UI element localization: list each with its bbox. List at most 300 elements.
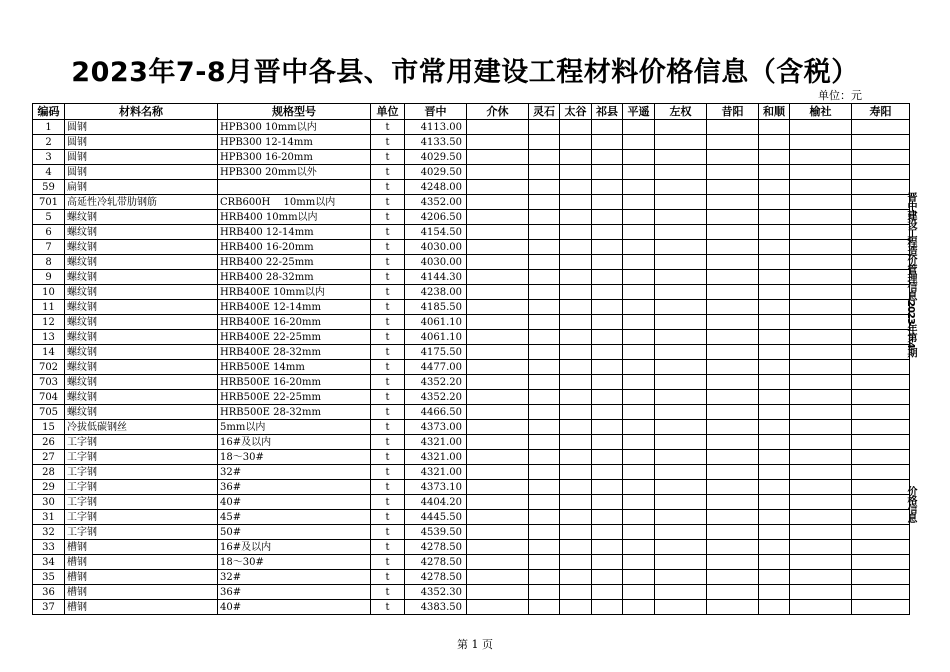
cell-unit: t (371, 135, 405, 150)
cell-price-qixian (592, 240, 623, 255)
cell-price-pingyao (623, 450, 655, 465)
cell-price-heshun (759, 270, 790, 285)
cell-spec: 40# (218, 495, 371, 510)
cell-code: 6 (33, 225, 65, 240)
cell-price-shouyang (852, 165, 910, 180)
cell-material-name: 槽钢 (65, 600, 218, 615)
cell-price-jinzhong: 4206.50 (405, 210, 467, 225)
cell-price-pingyao (623, 210, 655, 225)
cell-spec: CRB600H 10mm以内 (218, 195, 371, 210)
side-mark-price-info: 价格信息 (905, 486, 916, 522)
cell-spec: 16#及以内 (218, 435, 371, 450)
cell-price-zuoquan (655, 255, 707, 270)
cell-price-taigu (560, 360, 592, 375)
cell-code: 704 (33, 390, 65, 405)
cell-price-xiyang (707, 255, 759, 270)
header-xiyang: 昔阳 (707, 104, 759, 120)
cell-unit: t (371, 570, 405, 585)
cell-material-name: 螺纹钢 (65, 315, 218, 330)
cell-price-zuoquan (655, 240, 707, 255)
cell-price-qixian (592, 360, 623, 375)
cell-price-yushe (790, 195, 852, 210)
table-row (33, 600, 910, 615)
cell-material-name: 工字钢 (65, 435, 218, 450)
cell-price-jinzhong: 4238.00 (405, 285, 467, 300)
cell-price-zuoquan (655, 120, 707, 135)
cell-price-yushe (790, 255, 852, 270)
cell-price-qixian (592, 555, 623, 570)
table-row (33, 120, 910, 135)
cell-price-jinzhong: 4113.00 (405, 120, 467, 135)
cell-price-jinzhong: 4321.00 (405, 435, 467, 450)
cell-price-jinzhong: 4466.50 (405, 405, 467, 420)
cell-price-heshun (759, 330, 790, 345)
cell-price-qixian (592, 585, 623, 600)
cell-code: 7 (33, 240, 65, 255)
table-header-row (33, 104, 910, 120)
cell-material-name: 螺纹钢 (65, 375, 218, 390)
cell-price-jiexiu (467, 375, 529, 390)
cell-price-jiexiu (467, 150, 529, 165)
cell-price-lingshi (529, 450, 560, 465)
cell-price-qixian (592, 375, 623, 390)
cell-price-jinzhong: 4278.50 (405, 540, 467, 555)
cell-price-jinzhong: 4404.20 (405, 495, 467, 510)
unit-note: 单位：元 (818, 89, 862, 102)
cell-price-shouyang (852, 465, 910, 480)
table-row (33, 225, 910, 240)
cell-material-name: 圆钢 (65, 120, 218, 135)
cell-price-xiyang (707, 360, 759, 375)
cell-code: 4 (33, 165, 65, 180)
table-row (33, 420, 910, 435)
table-row (33, 345, 910, 360)
cell-unit: t (371, 555, 405, 570)
cell-code: 35 (33, 570, 65, 585)
cell-price-taigu (560, 270, 592, 285)
cell-price-pingyao (623, 225, 655, 240)
cell-price-shouyang (852, 450, 910, 465)
cell-price-shouyang (852, 180, 910, 195)
cell-price-zuoquan (655, 405, 707, 420)
table-row (33, 585, 910, 600)
cell-unit: t (371, 120, 405, 135)
cell-spec: HRB500E 22-25mm (218, 390, 371, 405)
cell-price-xiyang (707, 210, 759, 225)
page-number: 第 1 页 (457, 638, 493, 651)
cell-price-jiexiu (467, 285, 529, 300)
cell-unit: t (371, 195, 405, 210)
cell-price-jiexiu (467, 180, 529, 195)
cell-price-qixian (592, 195, 623, 210)
cell-price-taigu (560, 150, 592, 165)
cell-price-jinzhong: 4278.50 (405, 570, 467, 585)
cell-spec: HRB500E 16-20mm (218, 375, 371, 390)
cell-material-name: 槽钢 (65, 570, 218, 585)
cell-price-lingshi (529, 375, 560, 390)
cell-material-name: 螺纹钢 (65, 390, 218, 405)
cell-price-jiexiu (467, 165, 529, 180)
cell-price-pingyao (623, 510, 655, 525)
cell-price-heshun (759, 135, 790, 150)
table-row (33, 195, 910, 210)
table-row (33, 555, 910, 570)
cell-price-jiexiu (467, 480, 529, 495)
cell-price-heshun (759, 555, 790, 570)
cell-price-lingshi (529, 120, 560, 135)
cell-price-qixian (592, 435, 623, 450)
cell-spec: HRB400E 12-14mm (218, 300, 371, 315)
cell-price-yushe (790, 540, 852, 555)
cell-material-name: 工字钢 (65, 525, 218, 540)
cell-spec: 32# (218, 465, 371, 480)
cell-price-qixian (592, 345, 623, 360)
cell-spec: HRB400 10mm以内 (218, 210, 371, 225)
cell-spec: 36# (218, 480, 371, 495)
header-yushe: 榆社 (790, 104, 852, 120)
cell-price-xiyang (707, 495, 759, 510)
cell-price-jiexiu (467, 300, 529, 315)
cell-price-zuoquan (655, 450, 707, 465)
cell-price-yushe (790, 420, 852, 435)
cell-price-zuoquan (655, 585, 707, 600)
cell-material-name: 螺纹钢 (65, 405, 218, 420)
cell-price-qixian (592, 450, 623, 465)
cell-spec: HRB400 22-25mm (218, 255, 371, 270)
cell-price-zuoquan (655, 315, 707, 330)
cell-price-taigu (560, 240, 592, 255)
cell-price-jiexiu (467, 345, 529, 360)
cell-price-qixian (592, 255, 623, 270)
cell-price-yushe (790, 135, 852, 150)
cell-price-pingyao (623, 150, 655, 165)
cell-price-lingshi (529, 315, 560, 330)
cell-unit: t (371, 540, 405, 555)
cell-material-name: 圆钢 (65, 135, 218, 150)
cell-unit: t (371, 255, 405, 270)
cell-price-lingshi (529, 150, 560, 165)
cell-unit: t (371, 315, 405, 330)
cell-price-shouyang (852, 555, 910, 570)
cell-price-heshun (759, 225, 790, 240)
cell-price-jinzhong: 4373.00 (405, 420, 467, 435)
cell-price-yushe (790, 315, 852, 330)
cell-price-yushe (790, 600, 852, 615)
cell-price-shouyang (852, 330, 910, 345)
cell-price-jiexiu (467, 315, 529, 330)
cell-price-zuoquan (655, 165, 707, 180)
cell-price-qixian (592, 180, 623, 195)
cell-price-xiyang (707, 225, 759, 240)
cell-price-pingyao (623, 540, 655, 555)
cell-material-name: 槽钢 (65, 585, 218, 600)
cell-price-zuoquan (655, 375, 707, 390)
cell-price-heshun (759, 585, 790, 600)
cell-material-name: 螺纹钢 (65, 210, 218, 225)
cell-price-zuoquan (655, 210, 707, 225)
cell-price-jiexiu (467, 330, 529, 345)
cell-unit: t (371, 270, 405, 285)
cell-price-lingshi (529, 300, 560, 315)
cell-price-shouyang (852, 225, 910, 240)
cell-price-taigu (560, 555, 592, 570)
header-lingshi: 灵石 (529, 104, 560, 120)
cell-price-yushe (790, 300, 852, 315)
cell-price-zuoquan (655, 480, 707, 495)
cell-price-taigu (560, 315, 592, 330)
cell-unit: t (371, 225, 405, 240)
cell-unit: t (371, 150, 405, 165)
cell-price-xiyang (707, 555, 759, 570)
cell-spec: HRB500E 28-32mm (218, 405, 371, 420)
cell-price-lingshi (529, 555, 560, 570)
cell-price-qixian (592, 150, 623, 165)
cell-price-zuoquan (655, 495, 707, 510)
cell-price-jinzhong: 4154.50 (405, 225, 467, 240)
cell-price-taigu (560, 195, 592, 210)
table-row (33, 435, 910, 450)
cell-price-lingshi (529, 405, 560, 420)
cell-spec: 36# (218, 585, 371, 600)
table-row (33, 525, 910, 540)
cell-price-jiexiu (467, 450, 529, 465)
cell-unit: t (371, 405, 405, 420)
cell-price-jinzhong: 4477.00 (405, 360, 467, 375)
cell-unit: t (371, 525, 405, 540)
cell-price-shouyang (852, 600, 910, 615)
cell-price-qixian (592, 225, 623, 240)
cell-price-jiexiu (467, 390, 529, 405)
cell-price-yushe (790, 165, 852, 180)
cell-material-name: 扁钢 (65, 180, 218, 195)
table-row (33, 255, 910, 270)
cell-price-taigu (560, 255, 592, 270)
cell-code: 2 (33, 135, 65, 150)
cell-price-pingyao (623, 240, 655, 255)
cell-material-name: 工字钢 (65, 450, 218, 465)
cell-price-taigu (560, 405, 592, 420)
cell-price-pingyao (623, 420, 655, 435)
cell-price-xiyang (707, 540, 759, 555)
cell-price-heshun (759, 450, 790, 465)
cell-price-shouyang (852, 540, 910, 555)
cell-price-shouyang (852, 420, 910, 435)
cell-price-heshun (759, 480, 790, 495)
cell-unit: t (371, 600, 405, 615)
cell-price-jiexiu (467, 405, 529, 420)
cell-price-pingyao (623, 525, 655, 540)
cell-price-heshun (759, 525, 790, 540)
cell-price-zuoquan (655, 285, 707, 300)
cell-code: 1 (33, 120, 65, 135)
table-row (33, 300, 910, 315)
cell-price-qixian (592, 165, 623, 180)
cell-unit: t (371, 510, 405, 525)
cell-price-xiyang (707, 300, 759, 315)
cell-price-yushe (790, 510, 852, 525)
cell-price-xiyang (707, 195, 759, 210)
cell-price-pingyao (623, 360, 655, 375)
cell-price-yushe (790, 405, 852, 420)
cell-material-name: 工字钢 (65, 510, 218, 525)
cell-unit: t (371, 585, 405, 600)
cell-price-xiyang (707, 405, 759, 420)
cell-price-taigu (560, 420, 592, 435)
table-row (33, 510, 910, 525)
cell-price-jiexiu (467, 555, 529, 570)
header-qixian: 祁县 (592, 104, 623, 120)
cell-price-yushe (790, 390, 852, 405)
table-row (33, 315, 910, 330)
cell-price-qixian (592, 300, 623, 315)
cell-price-xiyang (707, 315, 759, 330)
cell-price-taigu (560, 450, 592, 465)
cell-price-jinzhong: 4030.00 (405, 240, 467, 255)
cell-price-zuoquan (655, 225, 707, 240)
cell-price-jinzhong: 4061.10 (405, 315, 467, 330)
cell-price-heshun (759, 435, 790, 450)
cell-price-pingyao (623, 135, 655, 150)
cell-price-xiyang (707, 330, 759, 345)
header-jinzhong: 晋中 (405, 104, 467, 120)
cell-unit: t (371, 420, 405, 435)
cell-price-zuoquan (655, 180, 707, 195)
cell-price-qixian (592, 330, 623, 345)
cell-price-zuoquan (655, 330, 707, 345)
cell-material-name: 螺纹钢 (65, 240, 218, 255)
cell-price-jinzhong: 4539.50 (405, 525, 467, 540)
cell-price-qixian (592, 390, 623, 405)
cell-price-shouyang (852, 195, 910, 210)
table-row (33, 360, 910, 375)
cell-price-taigu (560, 570, 592, 585)
cell-price-heshun (759, 180, 790, 195)
cell-price-shouyang (852, 210, 910, 225)
cell-price-zuoquan (655, 345, 707, 360)
cell-price-xiyang (707, 135, 759, 150)
cell-price-jiexiu (467, 240, 529, 255)
cell-price-yushe (790, 240, 852, 255)
cell-price-heshun (759, 195, 790, 210)
header-unit: 单位 (371, 104, 405, 120)
cell-material-name: 工字钢 (65, 465, 218, 480)
cell-price-xiyang (707, 480, 759, 495)
table-row (33, 210, 910, 225)
cell-price-xiyang (707, 420, 759, 435)
cell-price-lingshi (529, 195, 560, 210)
cell-code: 29 (33, 480, 65, 495)
cell-price-jinzhong: 4030.00 (405, 255, 467, 270)
cell-price-lingshi (529, 525, 560, 540)
cell-price-lingshi (529, 540, 560, 555)
cell-code: 701 (33, 195, 65, 210)
cell-unit: t (371, 345, 405, 360)
cell-price-xiyang (707, 240, 759, 255)
price-table (32, 103, 910, 615)
cell-code: 32 (33, 525, 65, 540)
cell-price-shouyang (852, 345, 910, 360)
cell-spec: 45# (218, 510, 371, 525)
cell-price-jiexiu (467, 510, 529, 525)
cell-price-heshun (759, 405, 790, 420)
cell-price-xiyang (707, 150, 759, 165)
cell-price-shouyang (852, 570, 910, 585)
cell-price-zuoquan (655, 135, 707, 150)
cell-price-jinzhong: 4383.50 (405, 600, 467, 615)
cell-code: 702 (33, 360, 65, 375)
cell-price-lingshi (529, 495, 560, 510)
table-row (33, 390, 910, 405)
cell-material-name: 圆钢 (65, 165, 218, 180)
cell-price-lingshi (529, 225, 560, 240)
cell-price-jinzhong: 4185.50 (405, 300, 467, 315)
cell-price-yushe (790, 495, 852, 510)
cell-price-pingyao (623, 495, 655, 510)
cell-price-shouyang (852, 405, 910, 420)
cell-code: 27 (33, 450, 65, 465)
cell-price-jiexiu (467, 225, 529, 240)
cell-price-yushe (790, 435, 852, 450)
cell-code: 36 (33, 585, 65, 600)
cell-price-yushe (790, 225, 852, 240)
cell-price-yushe (790, 480, 852, 495)
cell-code: 37 (33, 600, 65, 615)
cell-price-shouyang (852, 285, 910, 300)
cell-spec: 32# (218, 570, 371, 585)
cell-spec (218, 180, 371, 195)
cell-price-xiyang (707, 600, 759, 615)
cell-price-jiexiu (467, 210, 529, 225)
cell-price-pingyao (623, 465, 655, 480)
table-row (33, 450, 910, 465)
cell-price-yushe (790, 570, 852, 585)
cell-price-pingyao (623, 585, 655, 600)
cell-price-heshun (759, 315, 790, 330)
cell-code: 13 (33, 330, 65, 345)
cell-price-heshun (759, 465, 790, 480)
cell-price-shouyang (852, 585, 910, 600)
cell-price-yushe (790, 555, 852, 570)
cell-price-shouyang (852, 255, 910, 270)
header-spec: 规格型号 (218, 104, 371, 120)
cell-price-heshun (759, 255, 790, 270)
cell-material-name: 螺纹钢 (65, 360, 218, 375)
cell-price-heshun (759, 210, 790, 225)
cell-price-jiexiu (467, 195, 529, 210)
cell-material-name: 螺纹钢 (65, 300, 218, 315)
cell-price-yushe (790, 150, 852, 165)
cell-price-zuoquan (655, 540, 707, 555)
cell-price-xiyang (707, 180, 759, 195)
cell-price-jinzhong: 4352.30 (405, 585, 467, 600)
cell-price-taigu (560, 495, 592, 510)
cell-price-yushe (790, 285, 852, 300)
cell-price-lingshi (529, 165, 560, 180)
header-pingyao: 平遥 (623, 104, 655, 120)
header-material-name: 材料名称 (65, 104, 218, 120)
cell-price-lingshi (529, 570, 560, 585)
cell-unit: t (371, 375, 405, 390)
cell-price-pingyao (623, 195, 655, 210)
cell-material-name: 工字钢 (65, 495, 218, 510)
cell-price-qixian (592, 570, 623, 585)
cell-price-yushe (790, 180, 852, 195)
cell-price-heshun (759, 240, 790, 255)
cell-material-name: 螺纹钢 (65, 225, 218, 240)
cell-price-jinzhong: 4278.50 (405, 555, 467, 570)
cell-price-qixian (592, 285, 623, 300)
cell-material-name: 螺纹钢 (65, 345, 218, 360)
